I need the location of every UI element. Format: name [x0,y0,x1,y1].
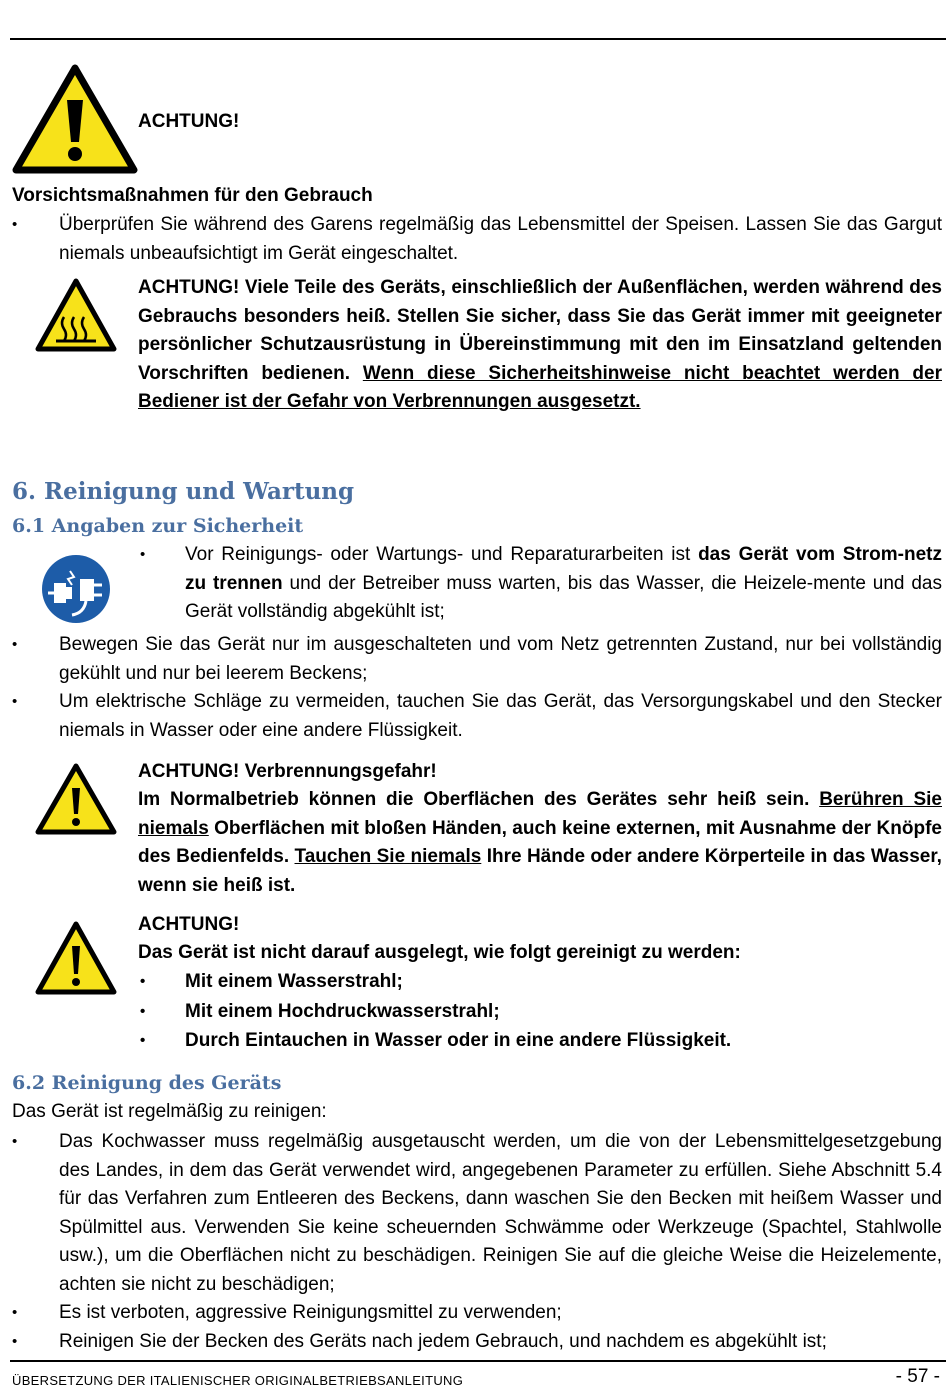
bullet: • [12,1333,18,1350]
section-6-title: 6. Reinigung und Wartung [12,478,355,505]
warning-triangle-icon [12,64,138,174]
section-6-2-title: 6.2 Reinigung des Geräts [12,1072,282,1094]
footer-title: ÜBERSETZUNG DER ITALIENISCHER ORIGINALBETRIEBSANLEITUNG [12,1373,464,1388]
hot-warning-underlined: Wenn diese Sicherheitshinweise nicht beachtet werden der Bediener ist der Gefahr von Verbrennungen ausgesetzt. [138,362,942,412]
bullet: • [140,1032,146,1049]
usage-heading: Vorsichtsmaßnahmen für den Gebrauch [12,185,373,206]
header-rule [10,38,946,40]
bullet: • [12,1133,18,1150]
page-number: - 57 - [895,1366,940,1387]
bullet: • [140,973,146,990]
cleaning-item-1: Mit einem Wasserstrahl; [185,971,403,992]
warning-triangle-icon [34,920,118,996]
bullet: • [12,216,18,233]
bullet: • [140,1003,146,1020]
safety-bullet-2: Bewegen Sie das Gerät nur im ausgeschalteten und vom Netz getrennten Zustand, nur bei vollständig gekühlt und nur bei leerem Beckens; [59,634,942,684]
cleaning-warning-intro: Das Gerät ist nicht darauf ausgelegt, wie folgt gereinigt zu werden: [138,942,741,963]
bullet: • [12,1304,18,1321]
usage-bullet-1: Überprüfen Sie während des Garens regelmäßig das Lebensmittel der Speisen. Lassen Sie das Gargut niemals unbeaufsichtigt im Gerät eingeschaltet. [59,214,942,264]
cleaning-bullet-2: Es ist verboten, aggressive Reinigungsmittel zu verwenden; [59,1302,562,1323]
burn-warning-text: Im Normalbetrieb können die Oberflächen des Gerätes sehr heiß sein. Berühren Sie niemals Oberflächen mit bloßen Händen, auch keine externen, mit Ausnahme der Knöpfe des Bedienfelds. Tauchen Sie niemals Ihre Hände oder andere Körperteile in das Wasser, wenn sie heiß ist. [138,789,942,896]
hot-warning-bold: ACHTUNG! Viele Teile des Geräts, einschließlich der Außenflächen, werden während des Gebrauchs besonders heiß. Stellen Sie sicher, dass Sie das Gerät immer mit geeigneter persönlicher Schutzausrüstung in Übereinstimmung mit den im Einsatzland geltenden Vorschriften bedienen. [138,277,942,384]
cleaning-bullet-1: Das Kochwasser muss regelmäßig ausgetauscht werden, um die von der Lebensmittelgesetzgebung des Landes, in dem das Gerät verwendet wird, angegebenen Parameter zu erfüllen. Siehe Abschnitt 5.4 für das Verfahren zum Entleeren des Beckens, dann waschen Sie den Becken mit heißem Wasser und Spülmittel aus. Verwenden Sie keine scheuernden Schwämme oder Werkzeuge (Spachtel, Stahlwolle usw.), um die Oberflächen nicht zu beschädigen. Reinigen Sie auf die gleiche Weise die Heizelemente, achten sie nicht zu beschädigen; [59,1131,942,1295]
safety-bullet-3: Um elektrische Schläge zu vermeiden, tauchen Sie das Gerät, das Versorgungskabel und den Stecker niemals in Wasser oder eine andere Flüssigkeit. [59,691,942,741]
warning-title: ACHTUNG! [138,111,240,132]
cleaning-item-2: Mit einem Hochdruckwasserstrahl; [185,1001,500,1022]
bullet: • [140,546,146,563]
cleaning-warning-title: ACHTUNG! [138,914,240,935]
disconnect-plug-icon [40,553,112,625]
bullet: • [12,693,18,710]
section-6-2-intro: Das Gerät ist regelmäßig zu reinigen: [12,1101,327,1122]
section-6-1-title: 6.1 Angaben zur Sicherheit [12,515,304,537]
hot-warning-text [138,274,942,417]
cleaning-bullet-3: Reinigen Sie der Becken des Geräts nach jedem Gebrauch, und nachdem es abgekühlt ist; [59,1331,827,1352]
burn-warning-title: ACHTUNG! Verbrennungsgefahr! [138,761,437,782]
hot-surface-warning-icon [34,277,118,353]
safety-bullet-1: Vor Reinigungs- oder Wartungs- und Reparaturarbeiten ist das Gerät vom Strom-netz zu trennen und der Betreiber muss warten, bis das Wasser, die Heizele-mente und das Gerät vollständig abgekühlt ist; [185,544,943,622]
cleaning-item-3: Durch Eintauchen in Wasser oder in eine andere Flüssigkeit. [185,1030,732,1051]
warning-triangle-icon [34,762,118,836]
footer-rule [10,1360,946,1362]
bullet: • [12,636,18,653]
